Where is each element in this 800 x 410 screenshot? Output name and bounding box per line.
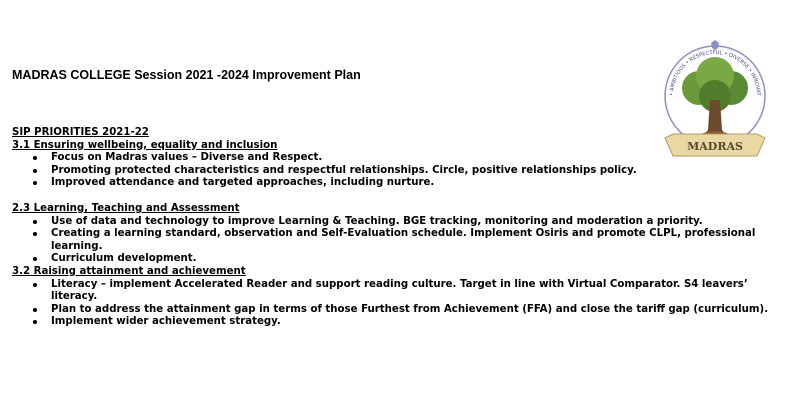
tree-icon <box>682 57 748 136</box>
list-item: Curriculum development. <box>12 253 772 266</box>
list-item: Plan to address the attainment gap in terms of those Furthest from Achievement (FFA) and close the tariff gap (curriculum). <box>12 304 772 317</box>
logo-motto: • AMBITIOUS • RESPECTFUL • DIVERSE • INNOVAT <box>668 49 762 97</box>
svg-text:MADRAS: MADRAS <box>687 140 743 153</box>
list-item: Promoting protected characteristics and respectful relationships. Circle, positive relationships policy. <box>12 165 772 178</box>
section-3-1-list <box>12 152 772 190</box>
section-heading-3-2: 3.2 Raising attainment and achievement <box>12 265 246 277</box>
section-3-2-list <box>12 279 772 329</box>
page-title: MADRAS COLLEGE Session 2021 -2024 Improvement Plan <box>12 68 361 82</box>
section-heading-3-1: 3.1 Ensuring wellbeing, equality and inclusion <box>12 139 278 151</box>
list-item: Use of data and technology to improve Learning & Teaching. BGE tracking, monitoring and moderation a priority. <box>12 216 772 229</box>
list-item: Literacy – implement Accelerated Reader and support reading culture. Target in line with Virtual Comparator. S4 leavers’ literacy. <box>12 279 772 304</box>
priorities-content <box>12 127 772 329</box>
crest-icon <box>711 40 719 50</box>
list-item: Focus on Madras values – Diverse and Respect. <box>12 152 772 165</box>
list-item: Creating a learning standard, observation and Self-Evaluation schedule. Implement Osiris and promote CLPL, professional learning. <box>12 228 772 253</box>
list-item: Implement wider achievement strategy. <box>12 316 772 329</box>
section-heading-2-3: 2.3 Learning, Teaching and Assessment <box>12 202 240 214</box>
list-item: Improved attendance and targeted approaches, including nurture. <box>12 177 772 190</box>
sip-priorities-heading: SIP PRIORITIES 2021-22 <box>12 127 149 138</box>
section-2-3-list <box>12 216 772 266</box>
